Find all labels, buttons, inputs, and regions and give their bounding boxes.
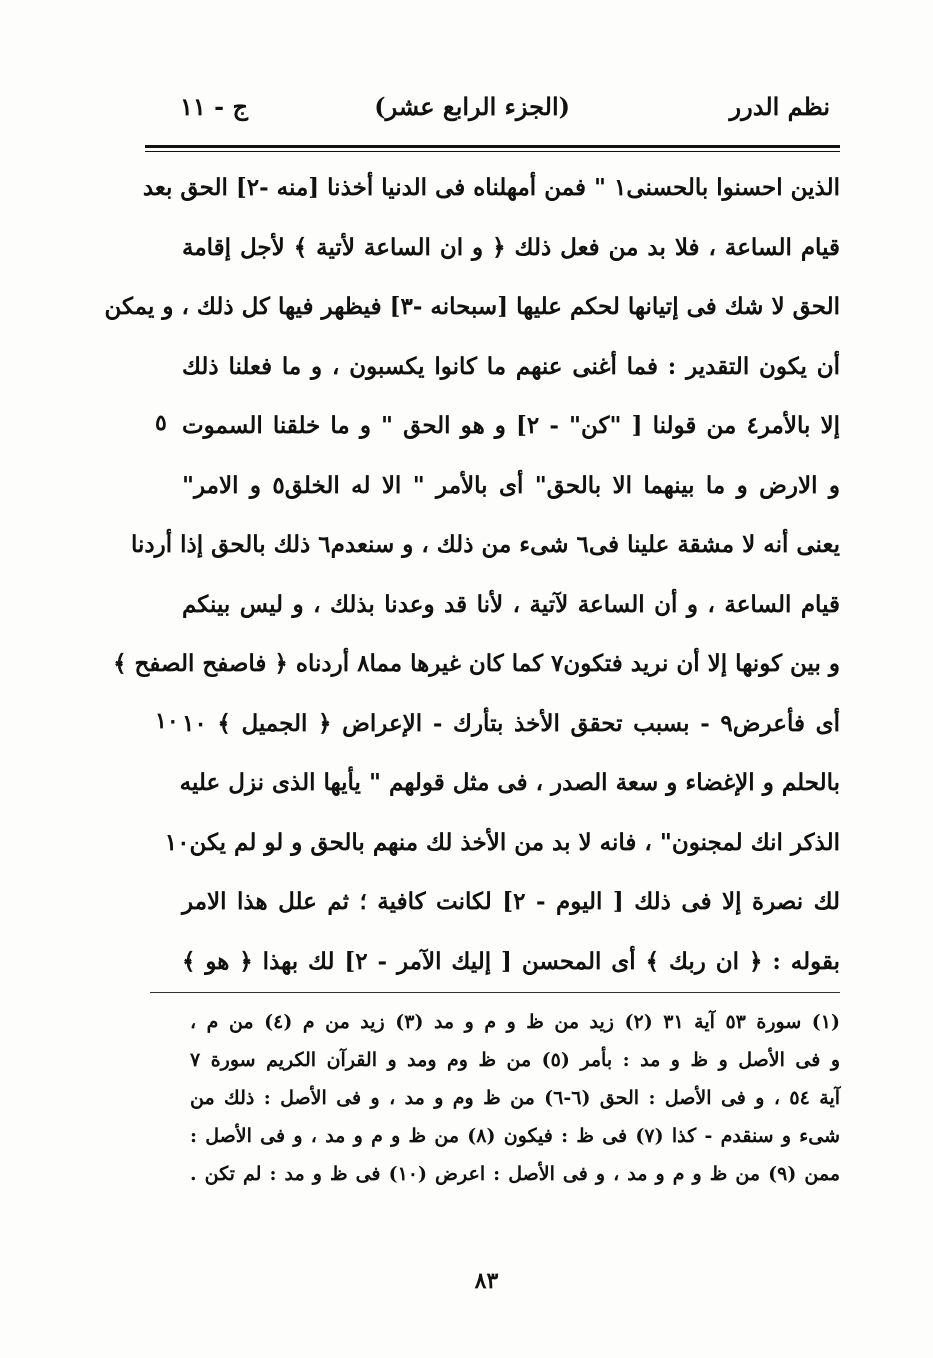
text-line: أن يكون التقدير : فما أغنى عنهم ما كانوا يكسبون ، و ما فعلنا ذلك [182, 352, 840, 380]
text-line: قيام الساعة ، فلا بد من فعل ذلك ﴿ و ان الساعة لأتية ﴾ لأجل إقامة [182, 233, 840, 261]
text-line: و بين كونها إلا أن نريد فتكون٧ كما كان غيرها مما٨ أردناه ﴿ فاصفح الصفح ﴾ [113, 650, 840, 677]
footnote-line: (١) سورة ٥٣ آية ٣١ (٢) زيد من ظ و م و مد (٣) زيد من م (٤) من م ، [190, 1011, 840, 1033]
line-marker-10: ١٠ [155, 708, 179, 734]
volume-number: ج - ١١ [180, 92, 248, 121]
text-line: إلا بالأمر٤ من قولنا [ "كن" - ٢] و هو الحق " و ما خلقنا السموت [182, 412, 840, 439]
footnote-line: و فى الأصل و ظ و مد : بأمر (٥) من ظ وم ومد و القرآن الكريم سورة ٧ [190, 1049, 840, 1071]
main-text [104, 158, 841, 991]
footnote-line: ممن (٩) من ظ و م و مد ، و فى الأصل : اعرض (١٠) فى ظ و مد : لم تكن . [190, 1163, 840, 1185]
book-title: نظم الدرر [729, 92, 830, 121]
text-line: الحق لا شك فى إتيانها لحكم عليها [سبحانه -٣] فيظهر فيها كل ذلك ، و يمكن [104, 293, 840, 320]
text-line: يعنى أنه لا مشقة علينا فى٦ شىء من ذلك ، و سنعدم٦ ذلك بالحق إذا أردنا [130, 531, 840, 558]
text-line: قيام الساعة ، و أن الساعة لآتية ، لأنا قد وعدنا بذلك ، و ليس بينكم [182, 590, 840, 618]
footnotes [190, 1003, 840, 1193]
page-number: ٨٣ [474, 1268, 499, 1294]
text-line: أى فأعرض٩ - بسبب تحقق الأخذ بتأرك - الإعراض ﴿ الجميل ﴾ ١٠ [182, 709, 840, 737]
footnote-line: شىء و سنقدم - كذا (٧) فى ظ : فيكون (٨) من ظ و م و مد ، و فى الأصل : [190, 1125, 840, 1147]
text-line: الذكر انك لمجنون" ، فانه لا بد من الأخذ لك منهم بالحق و لو لم يكن١٠ [164, 828, 840, 856]
page-header [150, 92, 830, 132]
text-line: الذين احسنوا بالحسنى١ " فمن أمهلناه فى الدنيا أخذنا [منه -٢] الحق بعد [142, 174, 840, 201]
text-line: بقوله : ﴿ ان ربك ﴾ أى المحسن [ إليك الآمر - ٢] لك بهذا ﴿ هو ﴾ [182, 947, 840, 975]
footnote-rule [150, 992, 840, 993]
footnote-line: آية ٥٤ ، و فى الأصل : الحق (٦-٦) من ظ وم و مد ، و فى الأصل : ذلك من [190, 1087, 841, 1109]
text-line: بالحلم و الإغضاء و سعة الصدر ، فى مثل قولهم " يأيها الذى نزل عليه [179, 769, 840, 796]
part-title: (الجزء الرابع عشر) [374, 92, 570, 121]
text-line: لك نصرة إلا فى ذلك [ اليوم - ٢] لكانت كافية ؛ ثم علل هذا الامر [182, 888, 841, 915]
line-marker-5: ٥ [155, 410, 167, 436]
header-rule-thick [145, 145, 840, 148]
header-rule-thin [145, 151, 840, 152]
text-line: و الارض و ما بينهما الا بالحق" أى بالأمر " الا له الخلق٥ و الامر" [182, 471, 840, 499]
